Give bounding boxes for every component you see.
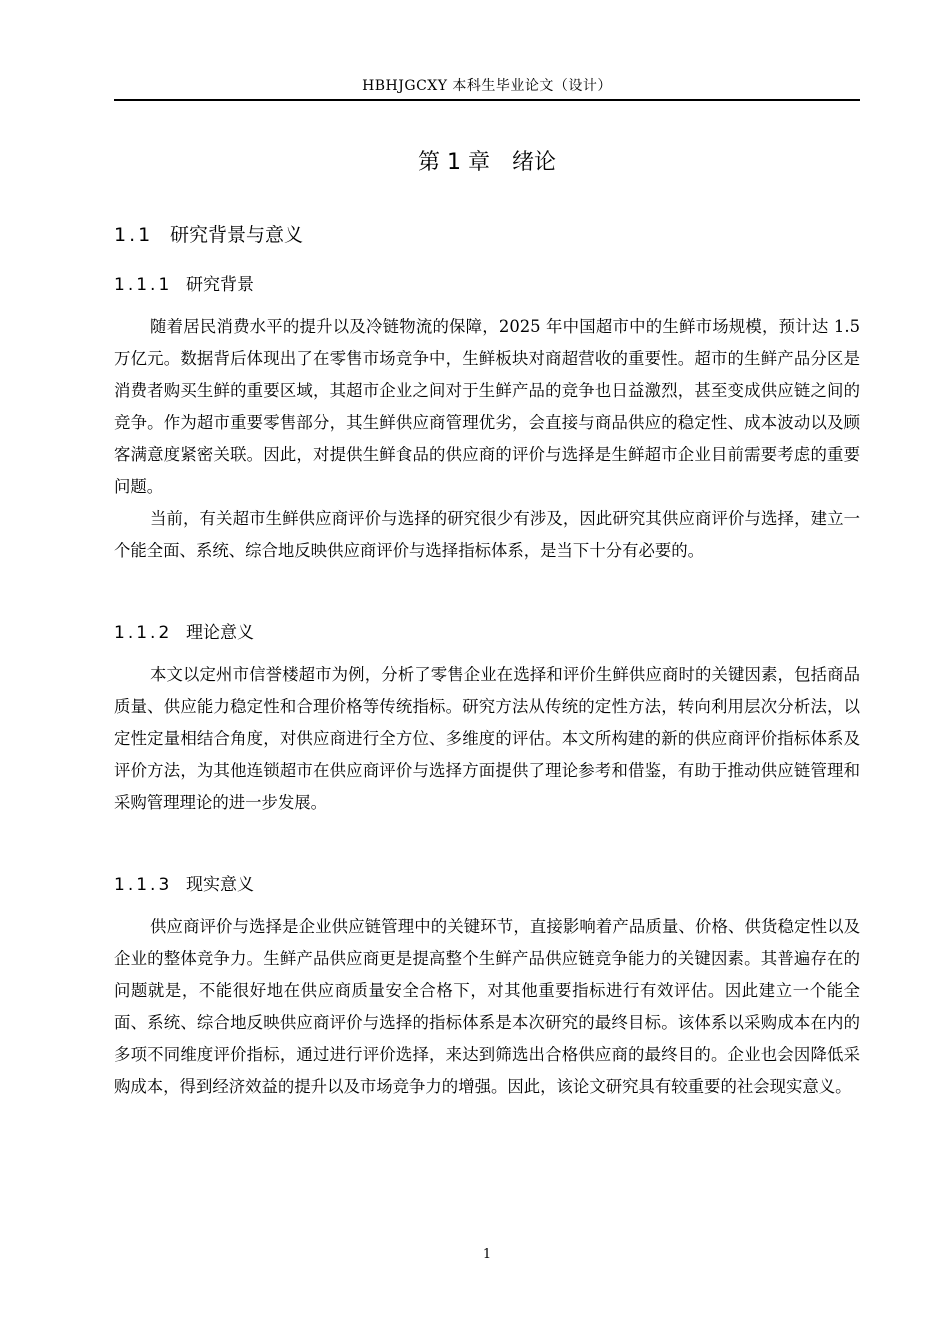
chapter-title [114, 148, 860, 178]
body-paragraph: 供应商评价与选择是企业供应链管理中的关键环节，直接影响着产品质量、价格、供货稳定性以及企业的整体竞争力。生鲜产品供应商更是提高整个生鲜产品供应链竞争能力的关键因素。其普遍存在的问题就是，不能很好地在供应商质量安全合格下，对其他重要指标进行有效评估。因此建立一个能全面、系统、综合地反映供应商评价与选择的指标体系是本次研究的最终目标。该体系以采购成本在内的多项不同维度评价指标，通过进行评价选择，来达到筛选出合格供应商的最终目的。企业也会因降低采购成本，得到经济效益的提升以及市场竞争力的增强。因此，该论文研究具有较重要的社会现实意义。 [114, 917, 860, 1096]
running-header: HBHJGCXY 本科生毕业论文（设计） [362, 78, 612, 94]
section-number: 1.1 [114, 224, 154, 246]
subsection-heading-1-1-1 [114, 273, 254, 297]
subsection-number: 1.1.2 [114, 623, 173, 643]
subsection-title: 现实意义 [186, 875, 254, 895]
section-heading-1-1 [114, 222, 303, 248]
section-title: 研究背景与意义 [170, 224, 304, 246]
chapter-name: 绪论 [511, 150, 556, 175]
subsection-heading-1-1-3 [114, 873, 254, 897]
page-number: 1 [482, 1247, 492, 1262]
body-paragraph: 当前，有关超市生鲜供应商评价与选择的研究很少有涉及，因此研究其供应商评价与选择，建立一个能全面、系统、综合地反映供应商评价与选择指标体系，是当下十分有必要的。 [114, 509, 860, 560]
header-rule [114, 99, 860, 101]
body-paragraph: 随着居民消费水平的提升以及冷链物流的保障，2025 年中国超市中的生鲜市场规模，预计达 1.5 万亿元。数据背后体现出了在零售市场竞争中，生鲜板块对商超营收的重要性。超市的生鲜产品分区是消费者购买生鲜的重要区域，其超市企业之间对于生鲜产品的竞争也日益激烈，甚至变成供应链之间的竞争。作为超市重要零售部分，其生鲜供应商管理优劣，会直接与商品供应的稳定性、成本波动以及顾客满意度紧密关联。因此，对提供生鲜食品的供应商的评价与选择是生鲜超市企业目前需要考虑的重要问题。 [114, 317, 860, 496]
subsection-number: 1.1.3 [114, 875, 173, 895]
body-paragraph: 本文以定州市信誉楼超市为例，分析了零售企业在选择和评价生鲜供应商时的关键因素，包括商品质量、供应能力稳定性和合理价格等传统指标。研究方法从传统的定性方法，转向利用层次分析法，以定性定量相结合角度，对供应商进行全方位、多维度的评估。本文所构建的新的供应商评价指标体系及评价方法，为其他连锁超市在供应商评价与选择方面提供了理论参考和借鉴，有助于推动供应链管理和采购管理理论的进一步发展。 [114, 665, 860, 812]
subsection-number: 1.1.1 [114, 275, 173, 295]
subsection-heading-1-1-2 [114, 621, 254, 645]
subsection-title: 研究背景 [186, 275, 254, 295]
subsection-title: 理论意义 [186, 623, 254, 643]
chapter-number: 第 1 章 [418, 150, 490, 175]
